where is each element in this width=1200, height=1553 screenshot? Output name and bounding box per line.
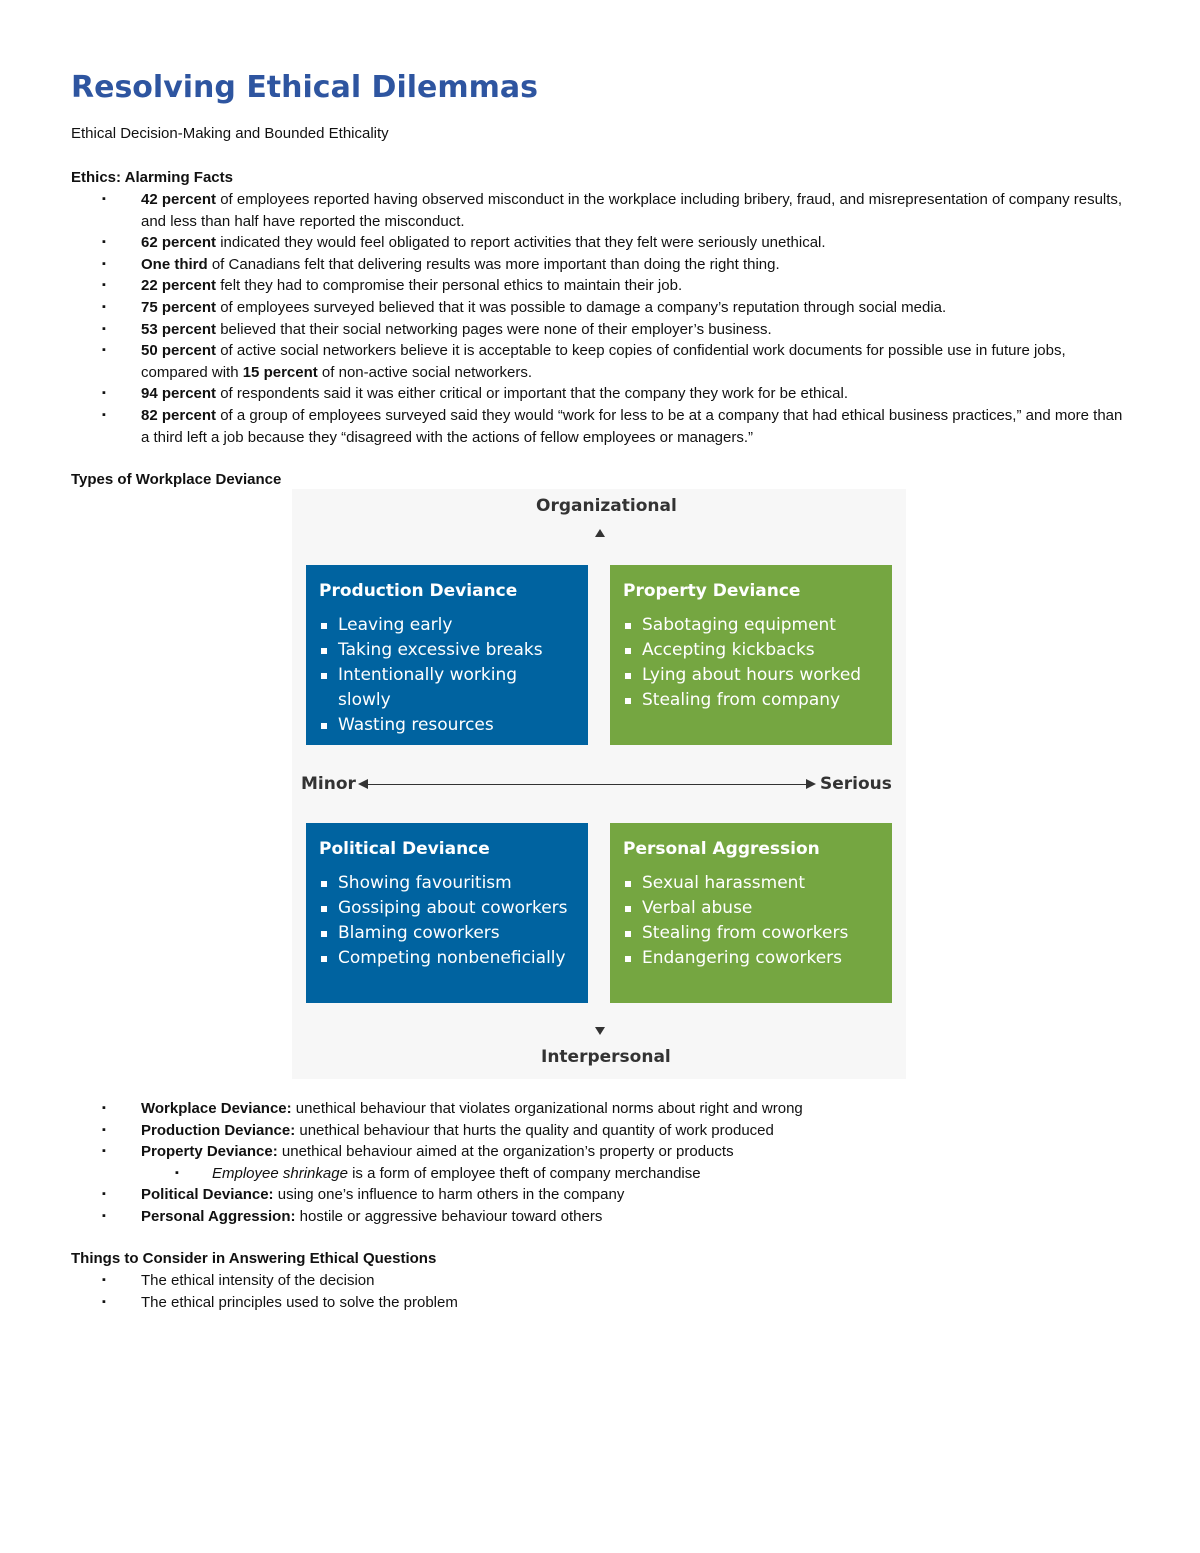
axis-label-organizational: Organizational <box>536 496 677 516</box>
property-deviance-box <box>610 565 892 745</box>
definition-item: ▪ Personal Aggression: hostile or aggressive behaviour toward others <box>71 1206 1131 1228</box>
facts-heading: Ethics: Alarming Facts <box>71 169 233 186</box>
production-deviance-box <box>306 565 588 745</box>
consider-item: ▪ The ethical intensity of the decision <box>71 1270 1131 1292</box>
box-item: Intentionally working slowly <box>319 663 575 713</box>
arrow-down-icon <box>595 1027 605 1035</box>
axis-label-minor: Minor <box>301 774 356 794</box>
fact-item: ▪ 42 percent of employees reported having observed misconduct in the workplace including bribery, fraud, and misrepresentation of company results, and less than half have reported the misconduct. <box>71 189 1131 232</box>
box-item: Taking excessive breaks <box>319 638 575 663</box>
box-item: Competing nonbeneficially <box>319 946 575 971</box>
fact-item: ▪ One third of Canadians felt that delivering results was more important than doing the right thing. <box>71 254 1131 276</box>
box-title: Production Deviance <box>319 581 518 601</box>
box-item: Stealing from company <box>623 688 879 713</box>
box-item: Wasting resources <box>319 713 575 738</box>
fact-item: ▪ 94 percent of respondents said it was either critical or important that the company they work for be ethical. <box>71 383 1131 405</box>
fact-item: ▪ 75 percent of employees surveyed believed that it was possible to damage a company’s reputation through social media. <box>71 297 1131 319</box>
box-title: Personal Aggression <box>623 839 820 859</box>
box-item: Endangering coworkers <box>623 946 879 971</box>
box-item: Blaming coworkers <box>319 921 575 946</box>
deviance-heading: Types of Workplace Deviance <box>71 471 282 488</box>
definition-subitem: ▪ Employee shrinkage is a form of employee theft of company merchandise <box>71 1163 1131 1185</box>
political-deviance-box <box>306 823 588 1003</box>
facts-list <box>71 189 1131 448</box>
box-title: Property Deviance <box>623 581 801 601</box>
box-item: Sexual harassment <box>623 871 879 896</box>
page-title: Resolving Ethical Dilemmas <box>71 70 538 105</box>
box-item: Lying about hours worked <box>623 663 879 688</box>
definition-item: ▪ Property Deviance: unethical behaviour aimed at the organization’s property or products <box>71 1141 1131 1163</box>
box-title: Political Deviance <box>319 839 490 859</box>
definition-item: ▪ Production Deviance: unethical behaviour that hurts the quality and quantity of work produced <box>71 1120 1131 1142</box>
fact-item: ▪ 82 percent of a group of employees surveyed said they would “work for less to be at a company that had ethical business practices,” and more than a third left a job because they “disagreed with the actions of fellow employees or managers.” <box>71 405 1131 448</box>
definition-item: ▪ Political Deviance: using one’s influence to harm others in the company <box>71 1184 1131 1206</box>
box-item: Stealing from coworkers <box>623 921 879 946</box>
fact-item: ▪ 50 percent of active social networkers believe it is acceptable to keep copies of confidential work documents for possible use in future jobs, compared with 15 percent of non-active social networkers. <box>71 340 1131 383</box>
box-item: Gossiping about coworkers <box>319 896 575 921</box>
fact-item: ▪ 22 percent felt they had to compromise their personal ethics to maintain their job. <box>71 275 1131 297</box>
personal-aggression-box <box>610 823 892 1003</box>
box-item: Leaving early <box>319 613 575 638</box>
page-subtitle: Ethical Decision-Making and Bounded Ethicality <box>71 125 389 142</box>
box-item: Showing favouritism <box>319 871 575 896</box>
arrow-right-icon <box>806 779 816 789</box>
definition-item: ▪ Workplace Deviance: unethical behaviour that violates organizational norms about right and wrong <box>71 1098 1131 1120</box>
deviance-diagram <box>292 489 906 1079</box>
box-item: Accepting kickbacks <box>623 638 879 663</box>
arrow-up-icon <box>595 529 605 537</box>
axis-label-serious: Serious <box>820 774 892 794</box>
fact-item: ▪ 62 percent indicated they would feel obligated to report activities that they felt were seriously unethical. <box>71 232 1131 254</box>
box-item: Sabotaging equipment <box>623 613 879 638</box>
consider-heading: Things to Consider in Answering Ethical Questions <box>71 1250 437 1267</box>
axis-label-interpersonal: Interpersonal <box>541 1047 671 1067</box>
box-item: Verbal abuse <box>623 896 879 921</box>
consider-list <box>71 1270 1131 1313</box>
definitions-list <box>71 1098 1131 1228</box>
axis-line <box>366 784 814 785</box>
consider-item: ▪ The ethical principles used to solve the problem <box>71 1292 1131 1314</box>
fact-item: ▪ 53 percent believed that their social networking pages were none of their employer’s business. <box>71 319 1131 341</box>
